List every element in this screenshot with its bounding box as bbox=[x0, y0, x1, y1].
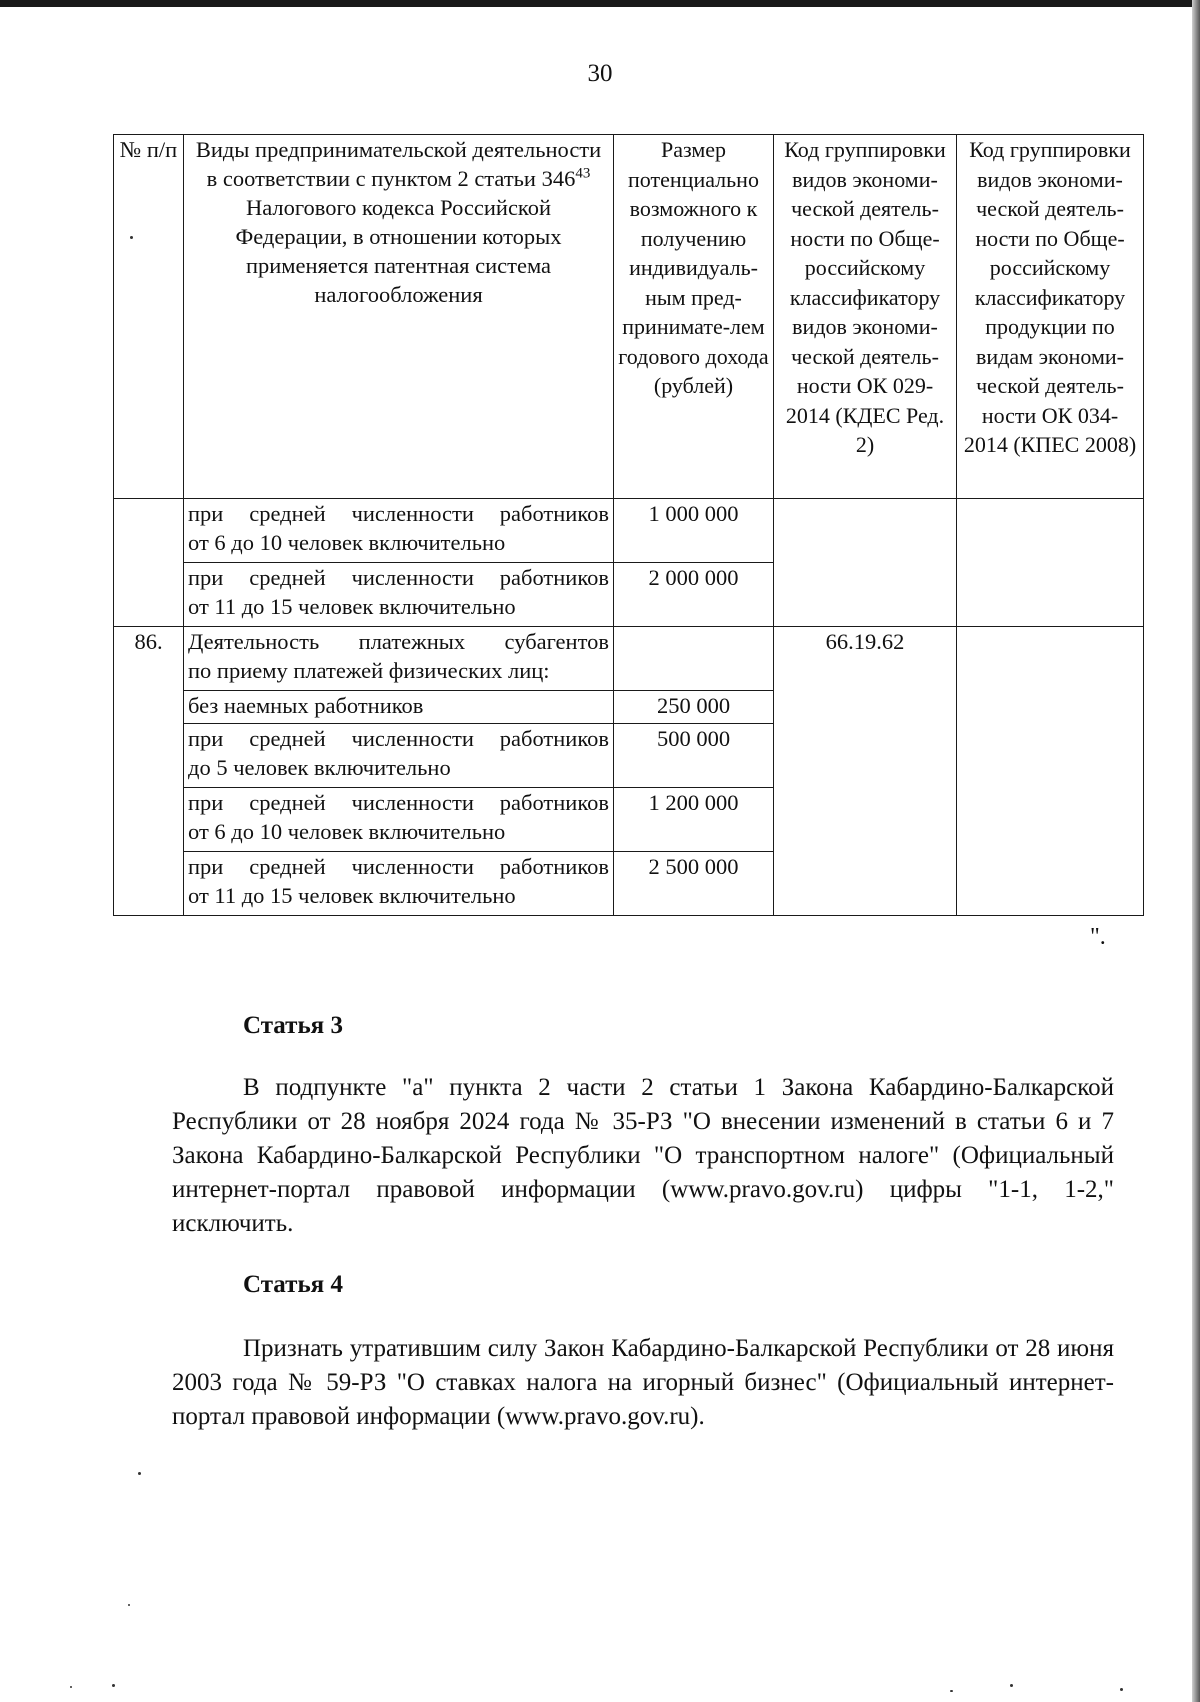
header-income-size: Размер потенциально возможного к получению индивидуаль-ным пред-принимате-лем годового дохода (рублей) bbox=[614, 135, 774, 499]
okved-cell-empty bbox=[774, 499, 957, 627]
okpd-cell-empty bbox=[957, 627, 1144, 916]
header-activity: Виды предпринимательской деятельности в соответствии с пунктом 2 статьи $346^{43}$ Налогового кодекса Российской Федерации, в отношении которых применяется патентная система налогообложения bbox=[184, 135, 614, 499]
activity-cell: при средней численности работников от 11 до 15 человек включительно bbox=[184, 563, 614, 627]
table-closing-quote: ". bbox=[1090, 924, 1106, 950]
table-header-row bbox=[114, 135, 1144, 499]
page-number: 30 bbox=[587, 60, 613, 87]
amount-cell: 500 000 bbox=[614, 724, 774, 788]
activity-cell: при средней численности работников от 6 до 10 человек включительно bbox=[184, 788, 614, 852]
activity-cell: Деятельность платежных субагентов по приему платежей физических лиц: bbox=[184, 627, 614, 691]
scan-edge-right bbox=[1192, 0, 1200, 1702]
amount-cell-empty bbox=[614, 627, 774, 691]
activity-cell: при средней численности работников до 5 человек включительно bbox=[184, 724, 614, 788]
scan-speck bbox=[1010, 1684, 1013, 1687]
amount-cell: 2 500 000 bbox=[614, 852, 774, 916]
article-4-heading: Статья 4 bbox=[243, 1271, 343, 1298]
scan-speck bbox=[950, 1690, 953, 1692]
okved-code-cell: 66.19.62 bbox=[774, 627, 957, 916]
table-row-86 bbox=[114, 627, 1144, 691]
scan-speck bbox=[130, 236, 133, 239]
scan-speck bbox=[138, 1472, 141, 1475]
scan-edge-top bbox=[0, 0, 1200, 7]
header-okved-code: Код группировки видов экономи-ческой деятель-ности по Обще-российскому классификатору видов экономи-ческой деятель-ности ОК 029-2014 (КДЕС Ред. 2) bbox=[774, 135, 957, 499]
header-okpd-code: Код группировки видов экономи-ческой деятель-ности по Обще-российскому классификатору продукции по видам экономи-ческой деятель-ности ОК 034-2014 (КПЕС 2008) bbox=[957, 135, 1144, 499]
amount-cell: 1 200 000 bbox=[614, 788, 774, 852]
row-number-empty bbox=[114, 499, 184, 627]
scan-speck bbox=[70, 1686, 72, 1688]
header-number: № п/п bbox=[114, 135, 184, 499]
activity-cell: без наемных работников bbox=[184, 691, 614, 724]
activity-cell: при средней численности работников от 11 до 15 человек включительно bbox=[184, 852, 614, 916]
table-row bbox=[114, 499, 1144, 563]
article-3-text: В подпункте "а" пункта 2 части 2 статьи 1 Закона Кабардино-Балкарской Республики от 28 ноября 2024 года № 35-РЗ "О внесении изменений в статьи 6 и 7 Закона Кабардино-Балкарской Республики "О транспортном налоге" (Официальный интернет-портал правовой информации (www.pravo.gov.ru) цифры "1-1, 1-2," исключить. bbox=[172, 1074, 1114, 1237]
okpd-cell-empty bbox=[957, 499, 1144, 627]
scan-speck bbox=[128, 1604, 130, 1606]
amount-cell: 2 000 000 bbox=[614, 563, 774, 627]
amount-cell: 1 000 000 bbox=[614, 499, 774, 563]
scan-speck bbox=[1120, 1688, 1123, 1691]
amount-cell: 250 000 bbox=[614, 691, 774, 724]
article-4-text: Признать утратившим силу Закон Кабардино-Балкарской Республики от 28 июня 2003 года № 59-РЗ "О ставках налога на игорный бизнес" (Официальный интернет-портал правовой информации (www.pravo.gov.ru). bbox=[172, 1335, 1114, 1430]
activity-table bbox=[113, 134, 1144, 916]
article-3-heading: Статья 3 bbox=[243, 1012, 343, 1039]
row-number: 86. bbox=[114, 627, 184, 916]
scan-speck bbox=[112, 1684, 115, 1687]
activity-cell: при средней численности работников от 6 до 10 человек включительно bbox=[184, 499, 614, 563]
